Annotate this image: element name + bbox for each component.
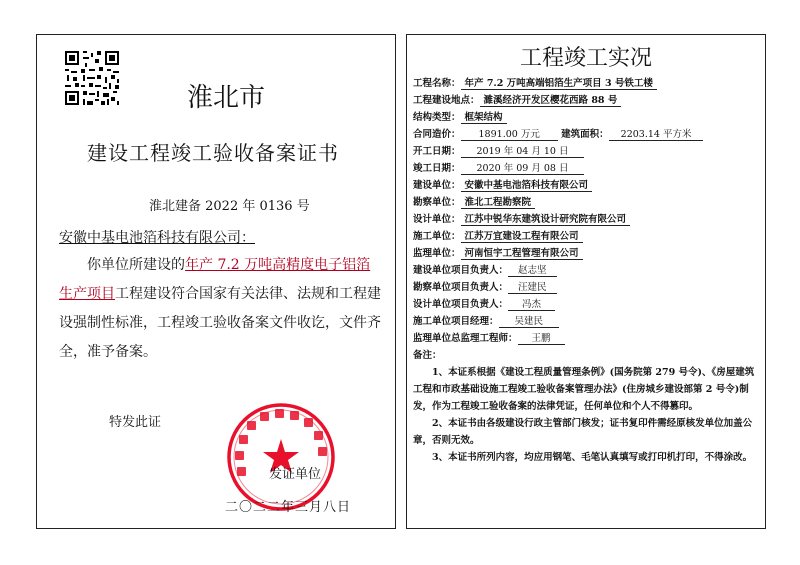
row-cost-area [413,126,759,141]
value-survey: 淮北工程勘察院 [461,194,536,209]
row-design [413,211,759,226]
value-builder: 安徽中基电池箔科技有限公司 [461,177,593,192]
row-person-survey [413,279,759,294]
project-name: 年产 7.2 万吨高精度电子铝箔生产项目 [59,257,371,302]
label-cost: 合同造价： [413,129,461,140]
label-person-survey: 勘察单位项目负责人： [413,282,509,293]
body-statement: 工程建设符合国家有关法律、法规和工程建设强制性标准，工程竣工验收备案文件收讫，文件齐全，准予备案。 [59,286,381,360]
certificate-title: 建设工程竣工验收备案证书 [87,141,339,165]
qr-code-icon [63,49,121,107]
label-finish: 竣工日期： [413,163,461,174]
value-design: 江苏中锐华东建筑设计研究院有限公司 [461,211,631,226]
label-start: 开工日期： [413,146,461,157]
notes-label: 备注： [413,350,442,361]
row-person-builder [413,262,759,277]
certificate-left-page [36,34,396,529]
value-start: 2019 年 04 月 10 日 [461,143,585,158]
value-finish: 2020 年 09 月 08 日 [461,160,585,175]
issuing-unit: 发证单位 [269,467,322,482]
label-builder: 建设单位： [413,180,461,191]
city-title: 淮北市 [187,83,266,113]
row-survey [413,194,759,209]
value-cost: 1891.00 万元 [461,126,558,141]
certificate-right-page [406,34,766,529]
note-item: 3、本证书所列内容，均应用钢笔、毛笔认真填写或打印机打印，不得涂改。 [432,452,753,463]
completion-title: 工程竣工实况 [519,46,652,71]
label-person-supervise: 监理单位总监理工程师： [413,333,518,344]
value-person-construct: 吴建民 [499,313,560,328]
value-person-supervise: 王鹏 [518,330,565,345]
note-item: 1、本证系根据《建设工程质量管理条例》(国务院第 279 号令)、《房屋建筑工程和市政基础设施工程竣工验收备案管理办法》(住房城乡建设部第 2 号令)制发，作为工程竣工验收备案的法律凭证，任何单位和个人不得篡印。 [413,367,755,412]
certificate-body [59,251,381,367]
label-person-design: 设计单位项目负责人： [413,299,509,310]
value-person-design: 冯杰 [508,296,555,311]
label-address: 工程建设地点： [413,95,480,106]
body-intro: 你单位所建设的 [87,257,185,273]
issue-date: 二〇二二年三月八日 [225,500,352,515]
label-person-builder: 建设单位项目负责人： [413,265,509,276]
note-item: 2、本证书由各级建设行政主管部门核发；证书复印件需经原核发单位加盖公章，否则无效。 [413,418,753,446]
label-survey: 勘察单位： [413,197,461,208]
label-project-name: 工程名称： [413,78,461,89]
value-address: 濉溪经济开发区樱花西路 88 号 [480,92,622,107]
certificate-number: 淮北建备 2022 年 0136 号 [149,199,310,214]
label-construct: 施工单位： [413,231,461,242]
value-project-name: 年产 7.2 万吨高端铝箔生产项目 3 号铁工楼 [461,75,657,90]
value-construct: 江苏万宜建设工程有限公司 [461,228,583,243]
label-supervise: 监理单位： [413,248,461,259]
row-start-date [413,143,759,158]
label-structure: 结构类型： [413,112,461,123]
row-builder [413,177,759,192]
row-person-design [413,296,759,311]
row-person-construct [413,313,759,328]
label-design: 设计单位： [413,214,461,225]
row-structure [413,109,759,124]
recipient-company: 安徽中基电池箔科技有限公司： [59,230,255,246]
row-construct [413,228,759,243]
label-area: 建筑面积： [561,129,609,140]
row-finish-date [413,160,759,175]
value-person-survey: 汪建民 [508,279,557,294]
value-area: 2203.14 平方米 [609,126,704,141]
row-person-supervise [413,330,759,345]
label-person-construct: 施工单位项目经理： [413,316,499,327]
value-supervise: 河南恒宇工程管理有限公司 [461,245,583,260]
issue-statement: 特发此证 [109,415,162,430]
row-supervise [413,245,759,260]
value-person-builder: 赵志坚 [508,262,557,277]
row-project-name [413,75,759,90]
notes-section [413,347,759,466]
value-structure: 框架结构 [461,109,507,124]
row-address [413,92,759,107]
